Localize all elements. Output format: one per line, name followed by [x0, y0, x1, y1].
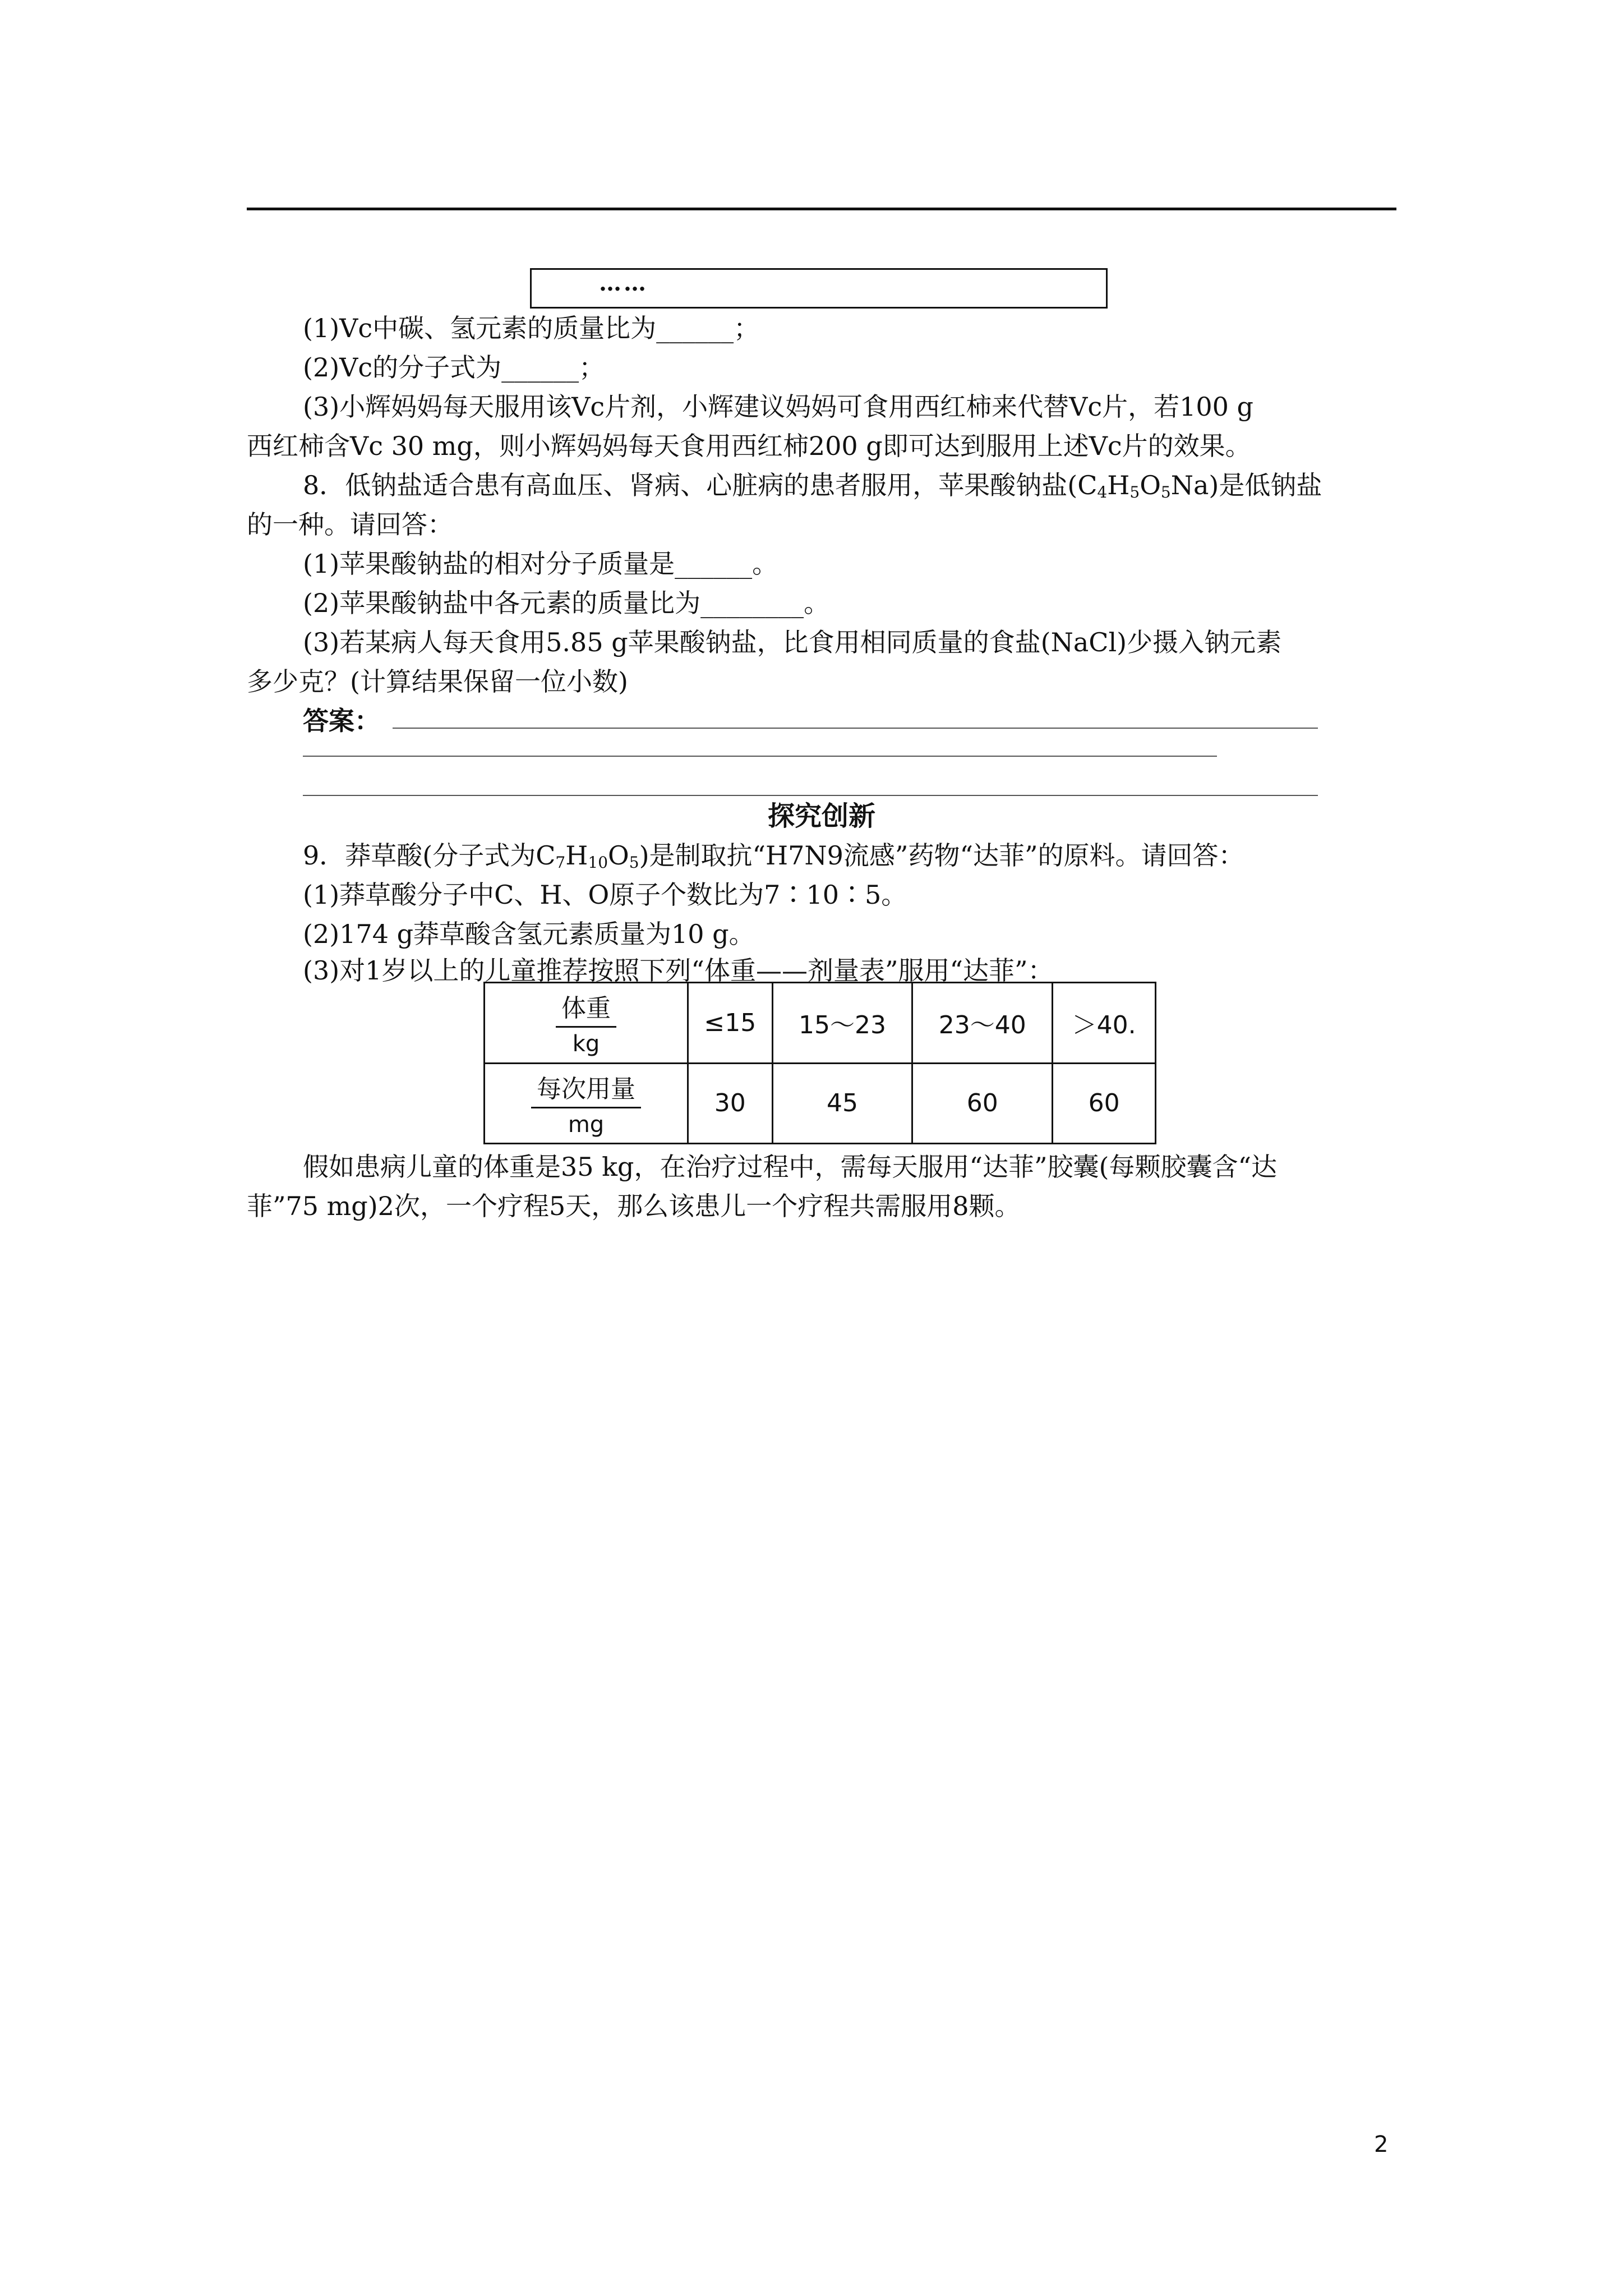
q8-part3-line2: 多少克？(计算结果保留一位小数) [247, 666, 628, 697]
answer-line-1 [393, 728, 1318, 729]
q9-tail-line1: 假如患病儿童的体重是35 kg，在治疗过程中，需每天服用“达菲”胶囊(每颗胶囊含“达 [303, 1152, 1277, 1182]
continuation-text: …… [599, 270, 648, 296]
formula-h: H [565, 840, 588, 871]
table-cell: ≤15 [688, 983, 773, 1064]
q9-intro [303, 839, 1244, 872]
page-number: 2 [1374, 2132, 1389, 2157]
fraction [556, 988, 616, 1057]
table-cell: 15～23 [772, 983, 912, 1064]
table-cell: 60 [912, 1063, 1053, 1144]
formula-sub-o: 5 [1160, 483, 1171, 501]
fraction-numerator: 体重 [556, 988, 616, 1028]
table-cell: ＞40. [1053, 983, 1156, 1064]
continuation-box [530, 268, 1108, 309]
formula-sub-o: 5 [629, 853, 639, 872]
table-row [485, 1063, 1156, 1144]
section-title: 探究创新 [767, 800, 875, 832]
table-header-dose [485, 1063, 688, 1144]
q8-intro-line2: 的一种。请回答： [247, 509, 453, 540]
table-row [485, 983, 1156, 1064]
answer-line-2 [303, 756, 1217, 757]
formula-sub-h: 10 [588, 853, 608, 872]
table-cell: 23～40 [912, 983, 1053, 1064]
q9-tail-line2: 菲”75 mg)2次，一个疗程5天，那么该患儿一个疗程共需服用8颗。 [247, 1191, 1021, 1221]
formula-sub-c: 4 [1097, 483, 1108, 501]
q7-part3-line1: (3)小辉妈妈每天服用该Vc片剂，小辉建议妈妈可食用西红柿来代替Vc片，若100 g [303, 392, 1253, 422]
q8-part1: (1)苹果酸钠盐的相对分子质量是______。 [303, 549, 778, 579]
table-cell: 45 [772, 1063, 912, 1144]
q8-part3-line1: (3)若某病人每天食用5.85 g苹果酸钠盐，比食用相同质量的食盐(NaCl)少摄入钠元素 [303, 627, 1282, 657]
q8-intro-pre: 8．低钠盐适合患有高血压、肾病、心脏病的患者服用，苹果酸钠盐(C [303, 470, 1098, 500]
formula-sub-c: 7 [555, 853, 566, 872]
q7-part2: (2)Vc的分子式为______； [303, 352, 605, 383]
formula-h: H [1107, 470, 1130, 500]
fraction-denominator: mg [568, 1111, 605, 1138]
q8-intro-post: Na)是低钠盐 [1170, 470, 1322, 500]
q9-part3: (3)对1岁以上的儿童推荐按照下列“体重——剂量表”服用“达菲”： [303, 955, 1054, 986]
q9-part1: (1)莽草酸分子中C、H、O原子个数比为7∶10∶5。 [303, 880, 907, 910]
fraction-denominator: kg [572, 1031, 600, 1057]
q7-part3-line2: 西红柿含Vc 30 mg，则小辉妈妈每天食用西红柿200 g即可达到服用上述Vc片的效果。 [247, 431, 1251, 461]
dose-table [483, 982, 1156, 1144]
formula-o: O [608, 840, 629, 871]
fraction-numerator: 每次用量 [531, 1069, 641, 1108]
formula-o: O [1140, 470, 1161, 500]
fraction [531, 1069, 641, 1138]
q9-intro-post: )是制取抗“H7N9流感”药物“达菲”的原料。请回答： [639, 840, 1244, 871]
formula-sub-h: 5 [1129, 483, 1140, 501]
q9-intro-pre: 9．莽草酸(分子式为C [303, 840, 556, 871]
answer-label-text: 答案： [303, 706, 380, 736]
table-cell: 60 [1053, 1063, 1156, 1144]
q9-part2: (2)174 g莽草酸含氢元素质量为10 g。 [303, 919, 755, 949]
answer-label [303, 704, 380, 738]
q8-part2: (2)苹果酸钠盐中各元素的质量比为________。 [303, 588, 830, 618]
table-header-weight [485, 983, 688, 1064]
header-rule [247, 208, 1396, 210]
answer-line-3 [303, 795, 1318, 796]
table-cell: 30 [688, 1063, 773, 1144]
q8-intro-line1 [303, 468, 1322, 502]
q7-part1: (1)Vc中碳、氢元素的质量比为______； [303, 313, 760, 343]
